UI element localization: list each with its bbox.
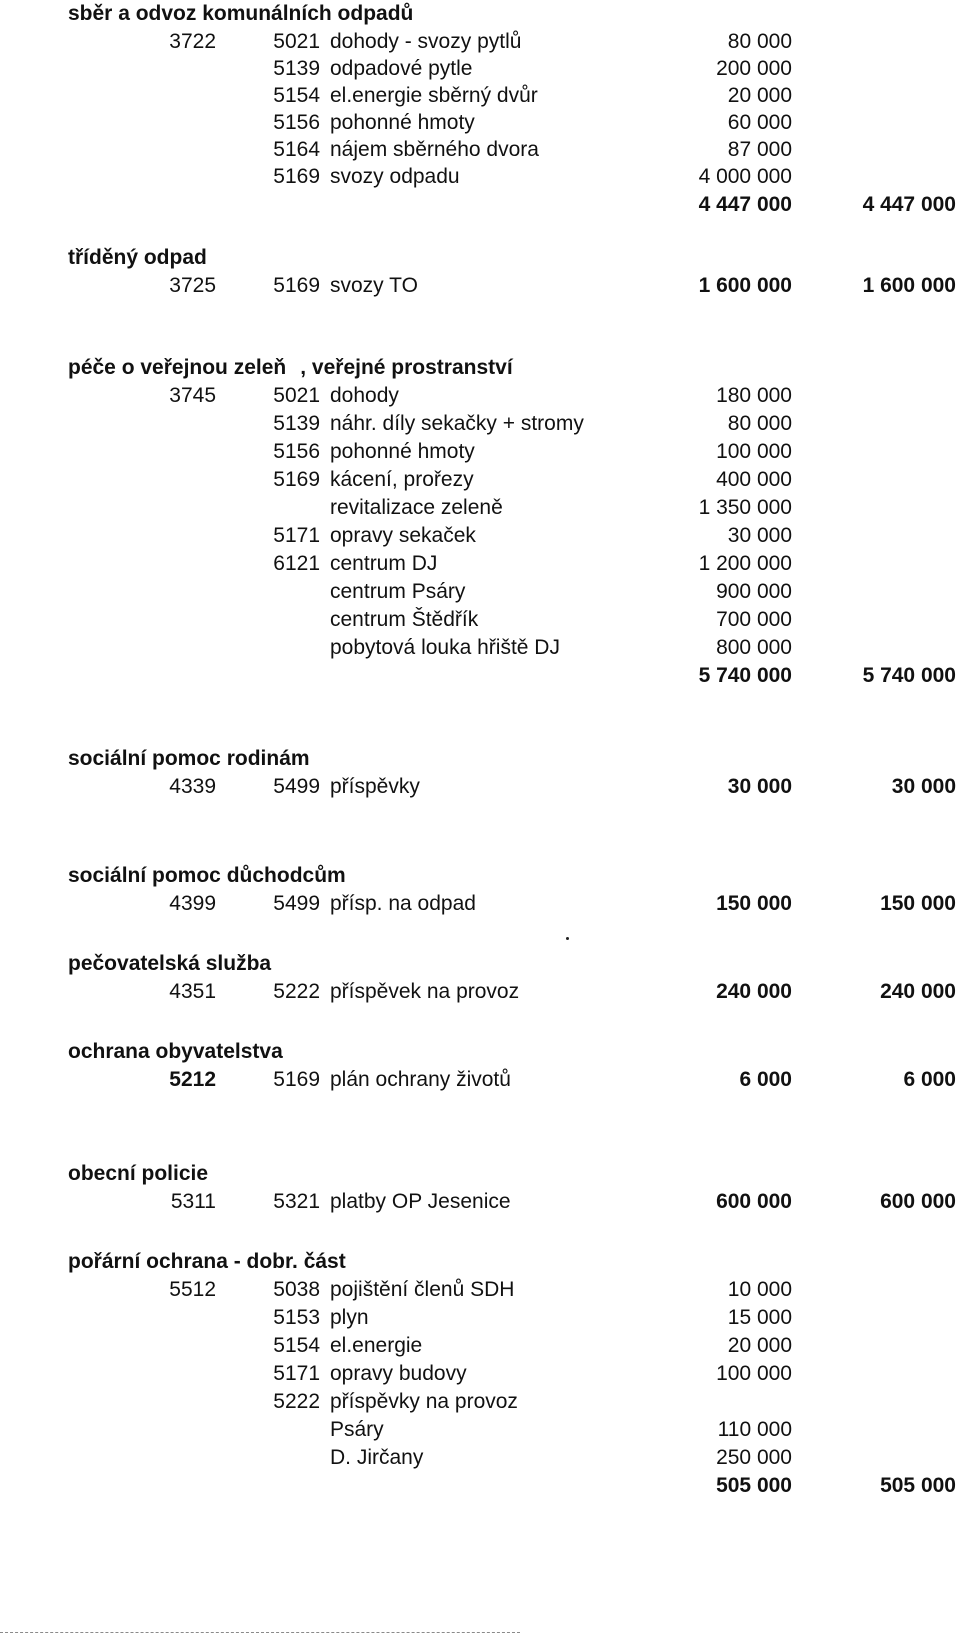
section-total: 6 000 [903,1068,956,1091]
section-total: 1 600 000 [862,274,956,297]
item-amount: 700 000 [716,608,792,631]
item-description: odpadové pytle [330,57,473,80]
section-total: 600 000 [880,1190,956,1213]
item-amount: 10 000 [727,1278,792,1301]
table-row [0,1190,960,1218]
table-row [0,1306,960,1334]
section-heading: sběr a odvoz komunálních odpadů [68,2,414,25]
item-description: opravy sekaček [330,524,476,547]
table-row [0,1362,960,1390]
item-code: 5169 [273,1068,320,1091]
section-total: 5 740 000 [862,664,956,687]
subtotal-row [0,193,960,221]
item-description: příspěvky na provoz [330,1390,518,1413]
item-amount: 4 000 000 [698,165,792,188]
subtotal-amount: 505 000 [716,1474,792,1497]
item-description: přísp. na odpad [330,892,476,915]
paragraph-code: 4399 [169,892,216,915]
table-row [0,57,960,85]
item-amount: 900 000 [716,580,792,603]
item-amount: 6 000 [739,1068,792,1091]
item-amount: 30 000 [727,775,792,798]
item-description: el.energie [330,1334,423,1357]
item-amount: 250 000 [716,1446,792,1469]
section-heading: pečovatelská služba [68,952,272,975]
item-description: dohody [330,384,399,407]
item-amount: 60 000 [727,111,792,134]
table-row [0,892,960,920]
table-row [0,138,960,166]
item-code: 5499 [273,775,320,798]
table-row [0,440,960,468]
item-amount: 87 000 [727,138,792,161]
item-description: plyn [330,1306,369,1329]
item-description: pobytová louka hřiště DJ [330,636,560,659]
item-description: kácení, prořezy [330,468,474,491]
item-amount: 100 000 [716,1362,792,1385]
paragraph-code: 3722 [169,30,216,53]
table-row [0,636,960,664]
item-code: 5169 [273,274,320,297]
item-description: dohody - svozy pytlů [330,30,522,53]
item-code: 5139 [273,412,320,435]
section-total: 4 447 000 [862,193,956,216]
item-description: Psáry [330,1418,384,1441]
item-amount: 20 000 [727,84,792,107]
paragraph-code: 4351 [169,980,216,1003]
item-description: plán ochrany životů [330,1068,511,1091]
item-amount: 800 000 [716,636,792,659]
item-description: příspěvek na provoz [330,980,520,1003]
item-description: svozy odpadu [330,165,460,188]
table-row [0,1418,960,1446]
paragraph-code: 4339 [169,775,216,798]
item-amount: 240 000 [716,980,792,1003]
subtotal-amount: 4 447 000 [698,193,792,216]
item-code: 5156 [273,440,320,463]
table-row [0,1446,960,1474]
item-code: 5169 [273,165,320,188]
table-row [0,1390,960,1418]
item-description: centrum Štědřík [330,608,479,631]
item-description: náhr. díly sekačky + stromy [330,412,584,435]
heading-part-b: , veřejné prostranství [300,356,513,379]
subtotal-row [0,664,960,692]
item-amount: 100 000 [716,440,792,463]
item-code: 5164 [273,138,320,161]
scan-speck [566,937,569,940]
item-amount: 1 600 000 [698,274,792,297]
item-code: 5222 [273,1390,320,1413]
item-amount: 1 350 000 [698,496,792,519]
table-row [0,384,960,412]
item-code: 5038 [273,1278,320,1301]
item-description: pojištění členů SDH [330,1278,515,1301]
table-row [0,1068,960,1096]
item-description: centrum DJ [330,552,438,575]
item-amount: 80 000 [727,412,792,435]
item-amount: 150 000 [716,892,792,915]
subtotal-row [0,1474,960,1502]
paragraph-code: 3725 [169,274,216,297]
page-bottom-rule [0,1632,520,1633]
table-row [0,274,960,302]
table-row [0,552,960,580]
table-row [0,1334,960,1362]
item-code: 5154 [273,84,320,107]
item-amount: 15 000 [727,1306,792,1329]
table-row [0,980,960,1008]
table-row [0,84,960,112]
table-row [0,524,960,552]
section-heading: sociální pomoc rodinám [68,747,310,770]
table-row [0,580,960,608]
section-total: 240 000 [880,980,956,1003]
table-row [0,496,960,524]
item-code: 5156 [273,111,320,134]
item-amount: 110 000 [717,1418,792,1441]
item-amount: 180 000 [716,384,792,407]
heading-part-a: péče o veřejnou zeleň [68,356,287,379]
section-total: 150 000 [880,892,956,915]
item-amount: 30 000 [727,524,792,547]
item-code: 5153 [273,1306,320,1329]
section-heading: obecní policie [68,1162,209,1185]
item-description: opravy budovy [330,1362,467,1385]
item-code: 5321 [273,1190,320,1213]
table-row [0,608,960,636]
item-amount: 600 000 [716,1190,792,1213]
section-total: 30 000 [891,775,956,798]
item-description: revitalizace zeleně [330,496,503,519]
item-code: 5171 [273,524,320,547]
table-row [0,30,960,58]
item-description: svozy TO [330,274,418,297]
item-description: pohonné hmoty [330,111,475,134]
item-code: 5021 [273,30,320,53]
item-code: 5021 [273,384,320,407]
item-code: 5171 [273,1362,320,1385]
item-description: el.energie sběrný dvůr [330,84,538,107]
section-total: 505 000 [880,1474,956,1497]
item-description: pohonné hmoty [330,440,475,463]
item-code: 5139 [273,57,320,80]
table-row [0,468,960,496]
item-code: 5154 [273,1334,320,1357]
item-description: D. Jirčany [330,1446,424,1469]
section-heading: sociální pomoc důchodcům [68,864,346,887]
table-row [0,412,960,440]
item-amount: 80 000 [727,30,792,53]
table-row [0,111,960,139]
item-code: 5499 [273,892,320,915]
section-heading: pořární ochrana - dobr. část [68,1250,346,1273]
item-amount: 1 200 000 [698,552,792,575]
paragraph-code: 5512 [169,1278,216,1301]
subtotal-amount: 5 740 000 [698,664,792,687]
item-description: centrum Psáry [330,580,466,603]
paragraph-code: 5311 [170,1190,216,1213]
table-row [0,1278,960,1306]
section-heading: ochrana obyvatelstva [68,1040,283,1063]
item-description: příspěvky [330,775,420,798]
item-amount: 400 000 [716,468,792,491]
section-heading: tříděný odpad [68,246,207,269]
item-description: platby OP Jesenice [330,1190,511,1213]
table-row [0,775,960,803]
paragraph-code: 3745 [169,384,216,407]
table-row [0,165,960,193]
item-amount: 20 000 [727,1334,792,1357]
item-description: nájem sběrného dvora [330,138,539,161]
section-heading [68,356,513,380]
item-code: 5222 [273,980,320,1003]
item-code: 6121 [273,552,320,575]
item-amount: 200 000 [716,57,792,80]
paragraph-code: 5212 [169,1068,216,1091]
item-code: 5169 [273,468,320,491]
